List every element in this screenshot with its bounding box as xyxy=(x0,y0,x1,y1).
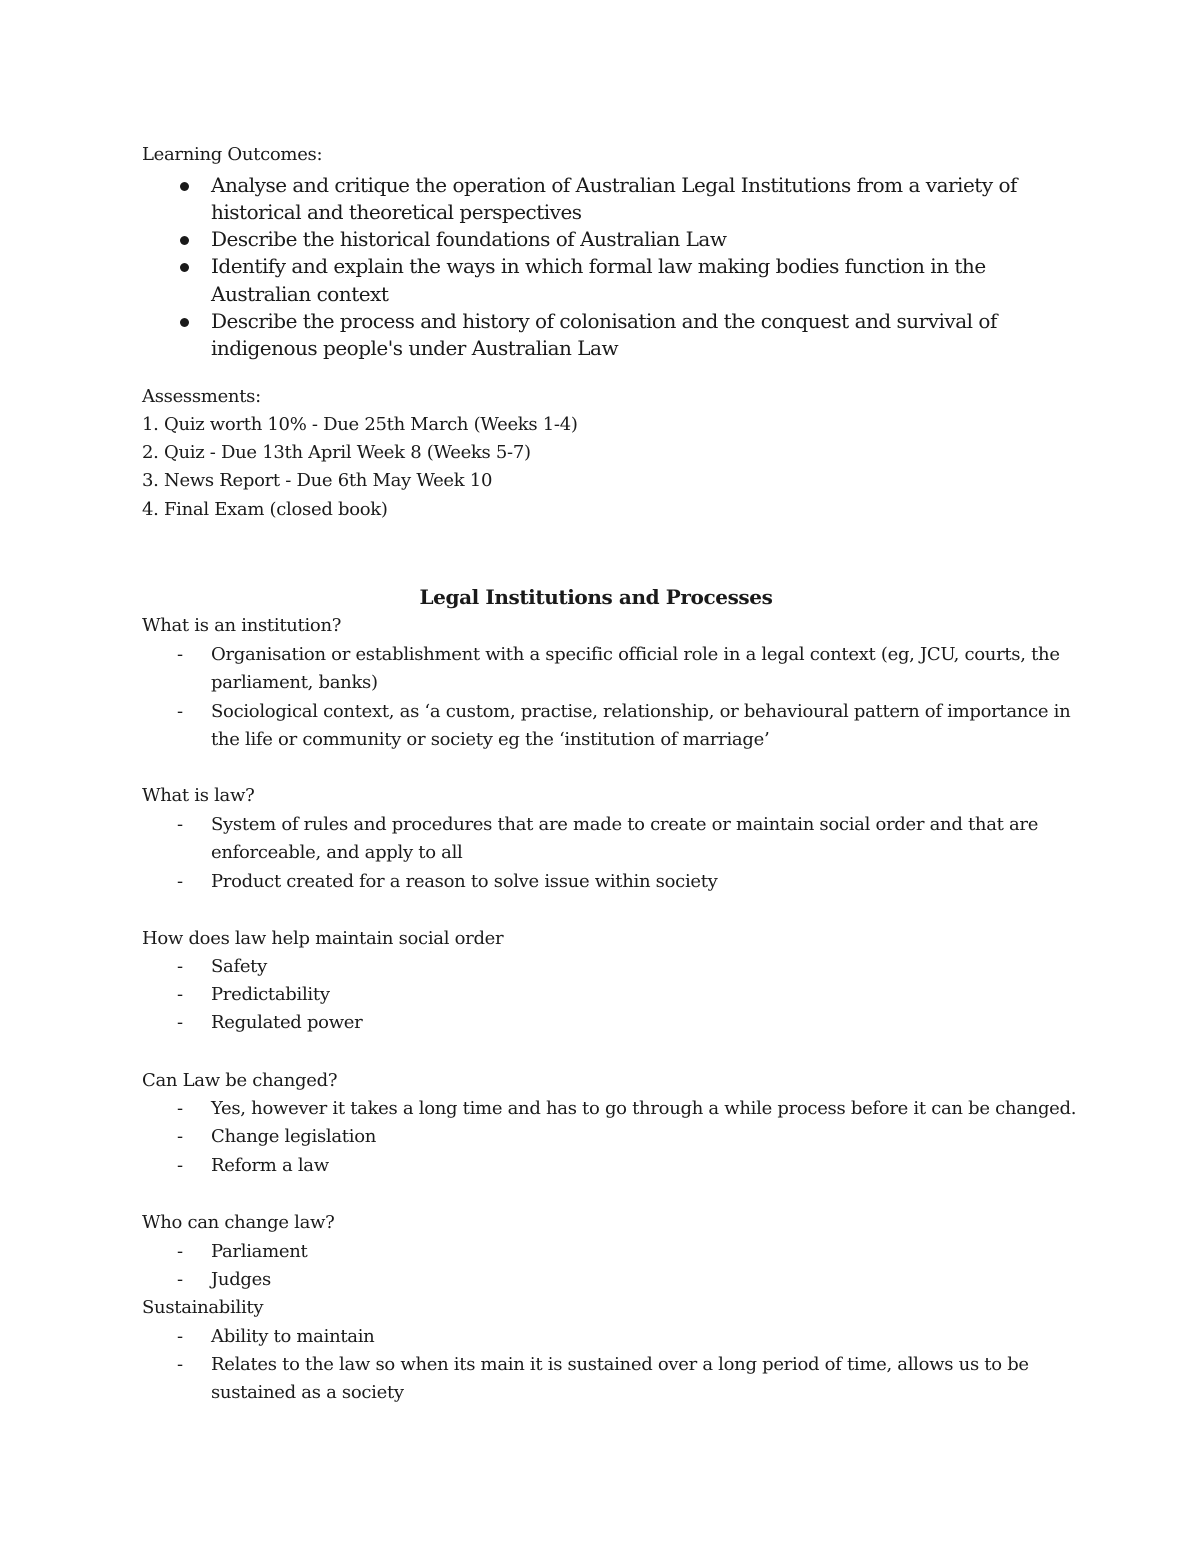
dash-bullet: - xyxy=(177,1012,184,1033)
sustainability-item-2-line-2: sustained as a society xyxy=(211,1382,404,1403)
outcome-3-line-1: Identify and explain the ways in which formal law making bodies function in the xyxy=(211,254,986,278)
dash-bullet: - xyxy=(177,1126,184,1147)
assessment-item: 2. Quiz - Due 13th April Week 8 (Weeks 5-7) xyxy=(142,442,531,463)
bullet-dot-icon xyxy=(180,318,189,327)
outcome-2-line-1: Describe the historical foundations of Australian Law xyxy=(211,227,727,251)
law-item-2-line-1: Product created for a reason to solve issue within society xyxy=(211,871,718,892)
law-item-1-line-2: enforceable, and apply to all xyxy=(211,842,463,863)
sustainability-item-1-line-1: Ability to maintain xyxy=(211,1326,375,1347)
outcome-4-line-2: indigenous people's under Australian Law xyxy=(211,336,619,360)
dash-bullet: - xyxy=(177,1354,184,1375)
change-item: Yes, however it takes a long time and has to go through a while process before it can be changed. xyxy=(211,1098,1077,1119)
change-item: Change legislation xyxy=(211,1126,377,1147)
dash-bullet: - xyxy=(177,871,184,892)
assessment-item: 1. Quiz worth 10% - Due 25th March (Weeks 1-4) xyxy=(142,414,578,435)
dash-bullet: - xyxy=(177,1326,184,1347)
dash-bullet: - xyxy=(177,1269,184,1290)
who-change-question: Who can change law? xyxy=(142,1212,335,1233)
institution-item-1-line-2: parliament, banks) xyxy=(211,672,378,693)
outcome-1-line-2: historical and theoretical perspectives xyxy=(211,200,582,224)
outcome-1-line-1: Analyse and critique the operation of Australian Legal Institutions from a variety of xyxy=(211,173,1017,197)
bullet-dot-icon xyxy=(180,182,189,191)
dash-bullet: - xyxy=(177,814,184,835)
social-order-question: How does law help maintain social order xyxy=(142,928,504,949)
assessment-item: 4. Final Exam (closed book) xyxy=(142,499,388,520)
institution-item-2-line-1: Sociological context, as ‘a custom, practise, relationship, or behavioural pattern of importance in xyxy=(211,701,1071,722)
learning-outcomes-label: Learning Outcomes: xyxy=(142,144,323,165)
social-order-item: Safety xyxy=(211,956,267,977)
dash-bullet: - xyxy=(177,1155,184,1176)
dash-bullet: - xyxy=(177,1098,184,1119)
who-change-item: Parliament xyxy=(211,1241,308,1262)
dash-bullet: - xyxy=(177,644,184,665)
who-change-item: Judges xyxy=(211,1269,271,1290)
sustainability-heading: Sustainability xyxy=(142,1297,264,1318)
outcome-4-line-1: Describe the process and history of colonisation and the conquest and survival of xyxy=(211,309,997,333)
dash-bullet: - xyxy=(177,1241,184,1262)
law-question: What is law? xyxy=(142,785,255,806)
social-order-item: Predictability xyxy=(211,984,330,1005)
law-item-1-line-1: System of rules and procedures that are made to create or maintain social order and that are xyxy=(211,814,1039,835)
change-item: Reform a law xyxy=(211,1155,329,1176)
change-question: Can Law be changed? xyxy=(142,1070,338,1091)
outcome-3-line-2: Australian context xyxy=(211,282,389,306)
bullet-dot-icon xyxy=(180,236,189,245)
institution-item-1-line-1: Organisation or establishment with a specific official role in a legal context (eg, JCU, courts, the xyxy=(211,644,1060,665)
assessment-item: 3. News Report - Due 6th May Week 10 xyxy=(142,470,493,491)
bullet-dot-icon xyxy=(180,263,189,272)
dash-bullet: - xyxy=(177,984,184,1005)
section-title: Legal Institutions and Processes xyxy=(419,585,773,609)
social-order-item: Regulated power xyxy=(211,1012,363,1033)
institution-question: What is an institution? xyxy=(142,615,342,636)
assessments-label: Assessments: xyxy=(142,386,261,407)
sustainability-item-2-line-1: Relates to the law so when its main it is sustained over a long period of time, allows us to be xyxy=(211,1354,1029,1375)
dash-bullet: - xyxy=(177,956,184,977)
dash-bullet: - xyxy=(177,701,184,722)
institution-item-2-line-2: the life or community or society eg the ‘institution of marriage’ xyxy=(211,729,770,750)
